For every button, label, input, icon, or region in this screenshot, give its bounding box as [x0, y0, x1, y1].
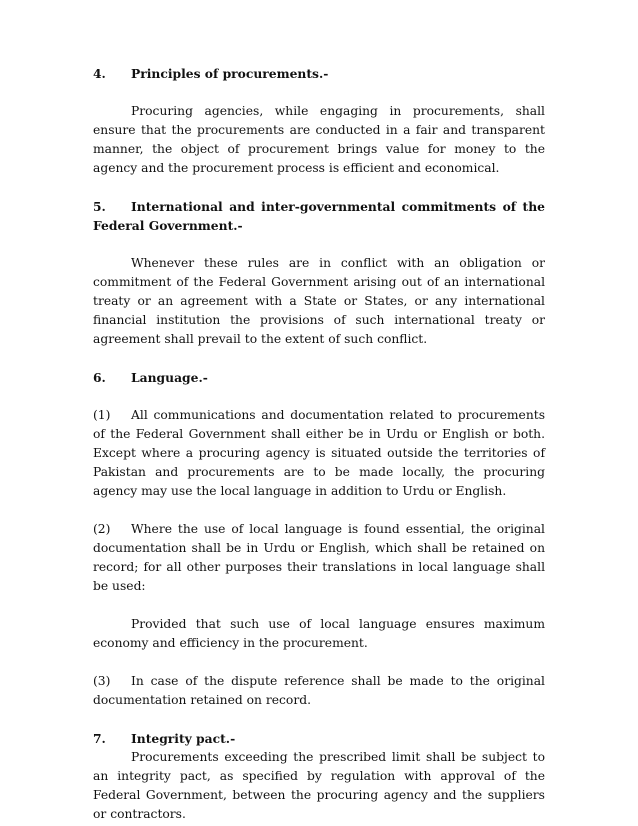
- section-number: 5.: [93, 199, 106, 214]
- subsection-text: Where the use of local language is found essential, the original documentation shall be in Urdu or English, which shall be retained on record; for all other purposes their translations in local language shall be used:: [93, 522, 545, 593]
- section-number: 7.: [93, 731, 106, 746]
- subsection-text: All communications and documentation related to procurements of the Federal Government shall either be in Urdu or English or both. Except where a procuring agency is situated outside the territories of Pakistan and procurements are to be made locally, the procuring agency may use the local language in addition to Urdu or English.: [93, 408, 545, 498]
- subsection-label: (1): [93, 408, 111, 422]
- document-body: [93, 64, 545, 824]
- section-5-paragraph: Whenever these rules are in conflict with an obligation or commitment of the Federal Government arising out of an international treaty or an agreement with a State or States, or any international financial institution the provisions of such international treaty or agreement shall prevail to the extent of such conflict.: [93, 256, 545, 346]
- subsection-text: In case of the dispute reference shall be made to the original documentation retained on record.: [93, 674, 545, 707]
- section-title: Language.-: [131, 370, 208, 385]
- section-7-paragraph: Procurements exceeding the prescribed limit shall be subject to an integrity pact, as specified by regulation with approval of the Federal Government, between the procuring agency and the suppliers or contractors.: [93, 750, 545, 821]
- section-4-paragraph: Procuring agencies, while engaging in procurements, shall ensure that the procurements are conducted in a fair and transparent manner, the object of procurement brings value for money to the agency and the procurement process is efficient and economical.: [93, 104, 545, 175]
- section-7-heading: [93, 729, 545, 748]
- section-6-subsection-2: [93, 520, 545, 596]
- section-5-heading: [93, 197, 545, 235]
- subsection-label: (3): [93, 674, 111, 688]
- section-title: Principles of procurements.-: [131, 66, 329, 81]
- subsection-label: (2): [93, 522, 111, 536]
- section-title: International and inter-governmental commitments of the Federal Government.-: [93, 199, 545, 233]
- section-number: 4.: [93, 66, 106, 81]
- section-6-proviso: Provided that such use of local language ensures maximum economy and efficiency in the procurement.: [93, 617, 545, 650]
- section-number: 6.: [93, 370, 106, 385]
- section-4-heading: [93, 64, 545, 83]
- section-6-subsection-3: [93, 672, 545, 710]
- section-title: Integrity pact.-: [131, 731, 236, 746]
- section-6-heading: [93, 368, 545, 387]
- section-6-subsection-1: [93, 406, 545, 501]
